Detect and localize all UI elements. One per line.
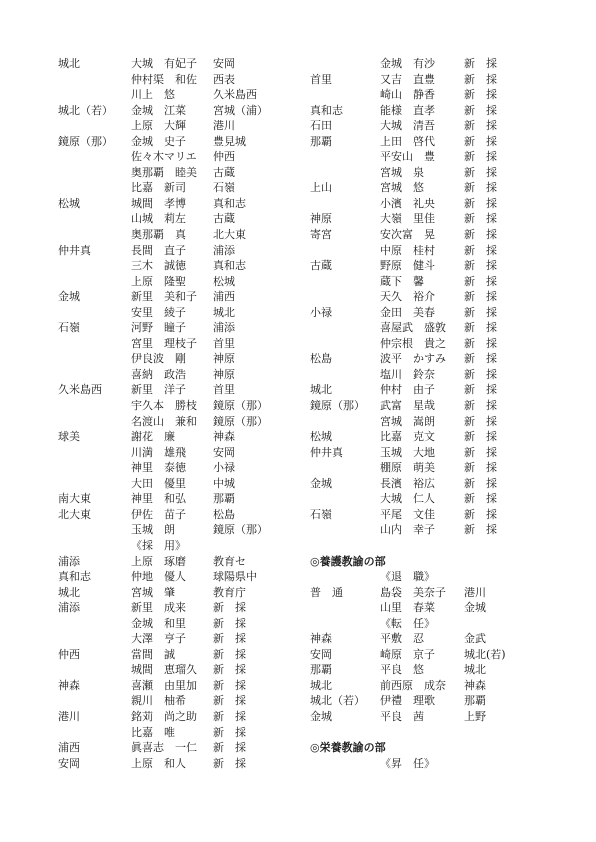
destination: 新 採	[464, 507, 497, 521]
school-name: 仲西	[58, 647, 80, 661]
destination: 新 採	[213, 725, 246, 739]
destination: 真和志	[213, 196, 246, 210]
person-name: 上原 隆聖	[131, 274, 186, 288]
person-name: 宮城 悠	[380, 181, 424, 195]
destination: 新 採	[213, 741, 246, 755]
destination: 松島	[213, 507, 235, 521]
school-name: 城北	[58, 57, 80, 70]
destination: 新 採	[464, 119, 497, 133]
destination: 西表	[213, 72, 235, 86]
destination: 新 採	[464, 336, 497, 350]
destination: 新 採	[464, 476, 497, 490]
destination: 那覇	[213, 492, 235, 506]
person-name: 城間 孝博	[131, 196, 186, 210]
school-name: 古蔵	[310, 259, 332, 273]
person-name: 又吉 直豊	[380, 72, 435, 86]
school-name: 仲井真	[58, 243, 91, 257]
destination: 新 採	[464, 212, 497, 226]
person-name: 謝花 廉	[131, 430, 175, 444]
destination: 新 採	[464, 305, 497, 319]
person-name: 崎原 京子	[380, 647, 435, 661]
destination: 鏡原（那）	[213, 414, 268, 428]
school-name: 神森	[310, 632, 332, 646]
destination: 浦添	[213, 321, 235, 335]
person-name: 玉城 大地	[380, 445, 435, 459]
school-name: 金城	[58, 290, 80, 304]
school-name: 港川	[58, 709, 80, 723]
person-name: 眞喜志 一仁	[131, 741, 197, 755]
person-name: 平尾 文佳	[380, 507, 435, 521]
school-name: 石嶺	[310, 507, 332, 521]
school-name: 金城	[310, 476, 332, 490]
person-name: 小濱 礼央	[380, 196, 435, 210]
school-name: 金城	[310, 709, 332, 723]
person-name: 神里 泰徳	[131, 461, 186, 475]
destination: 新 採	[213, 678, 246, 692]
destination: 小禄	[213, 461, 235, 475]
school-name: 久米島西	[58, 383, 102, 397]
destination: 石嶺	[213, 181, 235, 195]
person-name: 仲地 優人	[131, 570, 186, 584]
person-name: 平安山 豊	[380, 150, 435, 164]
person-name: 棚原 萌美	[380, 461, 435, 475]
destination: 金城	[464, 601, 486, 615]
person-name: 野原 健斗	[380, 259, 435, 273]
person-name: 川満 雄飛	[131, 445, 186, 459]
destination: 新 採	[464, 165, 497, 179]
destination: 首里	[213, 336, 235, 350]
person-name: 神里 和弘	[131, 492, 186, 506]
destination: 松城	[213, 274, 235, 288]
destination: 教育セ	[213, 554, 246, 568]
school-name: 神森	[58, 678, 80, 692]
destination: 仲西	[213, 150, 235, 164]
person-name: 大田 優里	[131, 476, 186, 490]
person-name: 銘苅 尚之助	[131, 709, 197, 723]
destination: 新 採	[464, 367, 497, 381]
person-name: 上原 和人	[131, 756, 186, 770]
destination: 新 採	[464, 134, 497, 148]
destination: 教育庁	[213, 585, 246, 599]
school-name: 城北（若）	[310, 694, 365, 708]
section-heading: ◎栄養教諭の部	[310, 741, 386, 755]
school-name: 安岡	[310, 647, 332, 661]
school-name: 鏡原（那）	[58, 134, 113, 148]
person-name: 前西原 成奈	[380, 678, 446, 692]
destination: 新 採	[464, 88, 497, 102]
person-name: 武富 星哉	[380, 399, 435, 413]
school-name: 石嶺	[58, 321, 80, 335]
school-name: 南大東	[58, 492, 91, 506]
person-name: 玉城 朗	[131, 523, 175, 537]
school-name: 松島	[310, 352, 332, 366]
school-name: 浦西	[58, 741, 80, 755]
destination: 神森	[213, 430, 235, 444]
person-name: 仲宗根 貴之	[380, 336, 446, 350]
destination: 新 採	[464, 243, 497, 257]
school-name: 安岡	[58, 756, 80, 770]
destination: 神原	[213, 367, 235, 381]
school-name: 松城	[58, 196, 80, 210]
person-name: 《採 用》	[131, 538, 186, 552]
person-name: 奥那覇 睦美	[131, 165, 197, 179]
destination: 新 採	[464, 492, 497, 506]
person-name: 比嘉 克文	[380, 430, 435, 444]
person-name: 安次富 晃	[380, 228, 435, 242]
person-name: 親川 柚希	[131, 694, 186, 708]
destination: 神森	[464, 678, 486, 692]
person-name: 喜納 政浩	[131, 367, 186, 381]
destination: 新 採	[464, 352, 497, 366]
person-name: 蔵下 馨	[380, 274, 424, 288]
person-name: 當間 誠	[131, 647, 175, 661]
person-name: 天久 裕介	[380, 290, 435, 304]
school-name: 神原	[310, 212, 332, 226]
school-name: 浦添	[58, 554, 80, 568]
destination: 新 採	[464, 321, 497, 335]
person-name: 仲村渠 和佐	[131, 72, 197, 86]
destination: 神原	[213, 352, 235, 366]
destination: 新 採	[464, 259, 497, 273]
school-name: 仲井真	[310, 445, 343, 459]
person-name: 平敷 忍	[380, 632, 424, 646]
person-name: 上原 大輝	[131, 119, 186, 133]
destination: 古蔵	[213, 212, 235, 226]
destination: 古蔵	[213, 165, 235, 179]
destination: 新 採	[464, 274, 497, 288]
person-name: 金城 有沙	[380, 57, 435, 70]
destination: 新 採	[464, 414, 497, 428]
school-name: 城北	[58, 585, 80, 599]
school-name: 城北	[310, 678, 332, 692]
school-name: 石田	[310, 119, 332, 133]
destination: 新 採	[213, 616, 246, 630]
destination: 新 採	[464, 523, 497, 537]
person-name: 宮城 肇	[131, 585, 175, 599]
destination: 新 採	[213, 647, 246, 661]
destination: 安岡	[213, 57, 235, 70]
school-name: 鏡原（那）	[310, 399, 365, 413]
destination: 新 採	[213, 756, 246, 770]
destination: 新 採	[213, 663, 246, 677]
school-name: 小禄	[310, 305, 332, 319]
person-name: 伊禮 理歌	[380, 694, 435, 708]
person-name: 比嘉 新司	[131, 181, 186, 195]
destination: 真和志	[213, 259, 246, 273]
person-name: 山里 春菜	[380, 601, 435, 615]
destination: 新 採	[464, 399, 497, 413]
person-name: 城間 恵瑠久	[131, 663, 197, 677]
school-name: 首里	[310, 72, 332, 86]
destination: 新 採	[464, 196, 497, 210]
person-name: 川上 悠	[131, 88, 175, 102]
destination: 城北	[213, 305, 235, 319]
person-name: 名渡山 兼和	[131, 414, 197, 428]
destination: 球陽県中	[213, 570, 257, 584]
person-name: 崎山 静香	[380, 88, 435, 102]
destination: 新 採	[464, 57, 497, 70]
person-name: 《昇 任》	[380, 756, 435, 770]
destination: 上野	[464, 709, 486, 723]
person-name: 塩川 鈴奈	[380, 367, 435, 381]
school-name: 那覇	[310, 663, 332, 677]
destination: 新 採	[213, 694, 246, 708]
person-name: 中原 桂村	[380, 243, 435, 257]
person-name: 奥那覇 真	[131, 228, 186, 242]
person-name: 新里 洋子	[131, 383, 186, 397]
destination: 新 採	[464, 103, 497, 117]
person-name: 新里 美和子	[131, 290, 197, 304]
destination: 浦添	[213, 243, 235, 257]
section-heading: ◎養護教諭の部	[310, 554, 386, 568]
destination: 港川	[213, 119, 235, 133]
person-name: 大城 清吾	[380, 119, 435, 133]
destination: 新 採	[464, 72, 497, 86]
person-name: 上田 啓代	[380, 134, 435, 148]
person-name: 山内 幸子	[380, 523, 435, 537]
person-name: 比嘉 唯	[131, 725, 175, 739]
person-name: 島袋 美奈子	[380, 585, 446, 599]
person-name: 波平 かすみ	[380, 352, 446, 366]
person-name: 金城 江菜	[131, 103, 186, 117]
destination: 金武	[464, 632, 486, 646]
person-name: 大嶺 里佳	[380, 212, 435, 226]
person-name: 宮城 泉	[380, 165, 424, 179]
destination: 新 採	[464, 461, 497, 475]
destination: 新 採	[464, 290, 497, 304]
school-name: 城北（若）	[58, 103, 113, 117]
person-name: 能様 直孝	[380, 103, 435, 117]
person-name: 上原 琢磨	[131, 554, 186, 568]
destination: 新 採	[213, 632, 246, 646]
person-name: 金城 和里	[131, 616, 186, 630]
school-name: 北大東	[58, 507, 91, 521]
destination: 城北	[464, 663, 486, 677]
destination: 港川	[464, 585, 486, 599]
school-name: 城北	[310, 383, 332, 397]
person-name: 佐々木マリエ	[131, 150, 197, 164]
person-name: 三木 誠徳	[131, 259, 186, 273]
destination: 新 採	[213, 709, 246, 723]
destination: 新 採	[464, 228, 497, 242]
person-name: 仲村 由子	[380, 383, 435, 397]
person-name: 金城 史子	[131, 134, 186, 148]
school-name: 真和志	[310, 103, 343, 117]
destination: 新 採	[464, 181, 497, 195]
person-name: 平良 悠	[380, 663, 424, 677]
destination: 中城	[213, 476, 235, 490]
destination: 新 採	[213, 601, 246, 615]
school-name: 松城	[310, 430, 332, 444]
destination: 豊見城	[213, 134, 246, 148]
person-name: 大澤 亨子	[131, 632, 186, 646]
person-name: 山城 莉左	[131, 212, 186, 226]
school-name: 普 通	[310, 585, 343, 599]
school-name: 球美	[58, 430, 80, 444]
person-name: 喜屋武 盛敦	[380, 321, 446, 335]
person-name: 宮城 嵩朗	[380, 414, 435, 428]
destination: 新 採	[464, 445, 497, 459]
destination: 首里	[213, 383, 235, 397]
person-name: 長間 直子	[131, 243, 186, 257]
person-name: 宇久本 勝枝	[131, 399, 197, 413]
school-name: 真和志	[58, 570, 91, 584]
destination: 新 採	[464, 150, 497, 164]
person-name: 大城 仁人	[380, 492, 435, 506]
destination: 北大東	[213, 228, 246, 242]
person-name: 安里 綾子	[131, 305, 186, 319]
destination: 浦西	[213, 290, 235, 304]
person-name: 大城 有妃子	[131, 57, 197, 70]
person-name: 伊佐 苗子	[131, 507, 186, 521]
school-name: 寄宮	[310, 228, 332, 242]
destination: 城北(若)	[464, 647, 506, 661]
person-name: 新里 成来	[131, 601, 186, 615]
person-name: 伊良波 剛	[131, 352, 186, 366]
destination: 宮城（浦）	[213, 103, 268, 117]
destination: 安岡	[213, 445, 235, 459]
destination: 新 採	[464, 430, 497, 444]
person-name: 宮里 理枝子	[131, 336, 197, 350]
person-name: 《転 任》	[380, 616, 435, 630]
destination: 那覇	[464, 694, 486, 708]
destination: 新 採	[464, 383, 497, 397]
school-name: 浦添	[58, 601, 80, 615]
person-name: 金田 美春	[380, 305, 435, 319]
destination: 鏡原（那）	[213, 399, 268, 413]
destination: 久米島西	[213, 88, 257, 102]
destination: 鏡原（那）	[213, 523, 268, 537]
person-name: 《退 職》	[380, 570, 435, 584]
school-name: 上山	[310, 181, 332, 195]
person-name: 平良 茜	[380, 709, 424, 723]
school-name: 那覇	[310, 134, 332, 148]
person-name: 河野 瞳子	[131, 321, 186, 335]
person-name: 喜瀬 由里加	[131, 678, 197, 692]
person-name: 長濱 裕広	[380, 476, 435, 490]
